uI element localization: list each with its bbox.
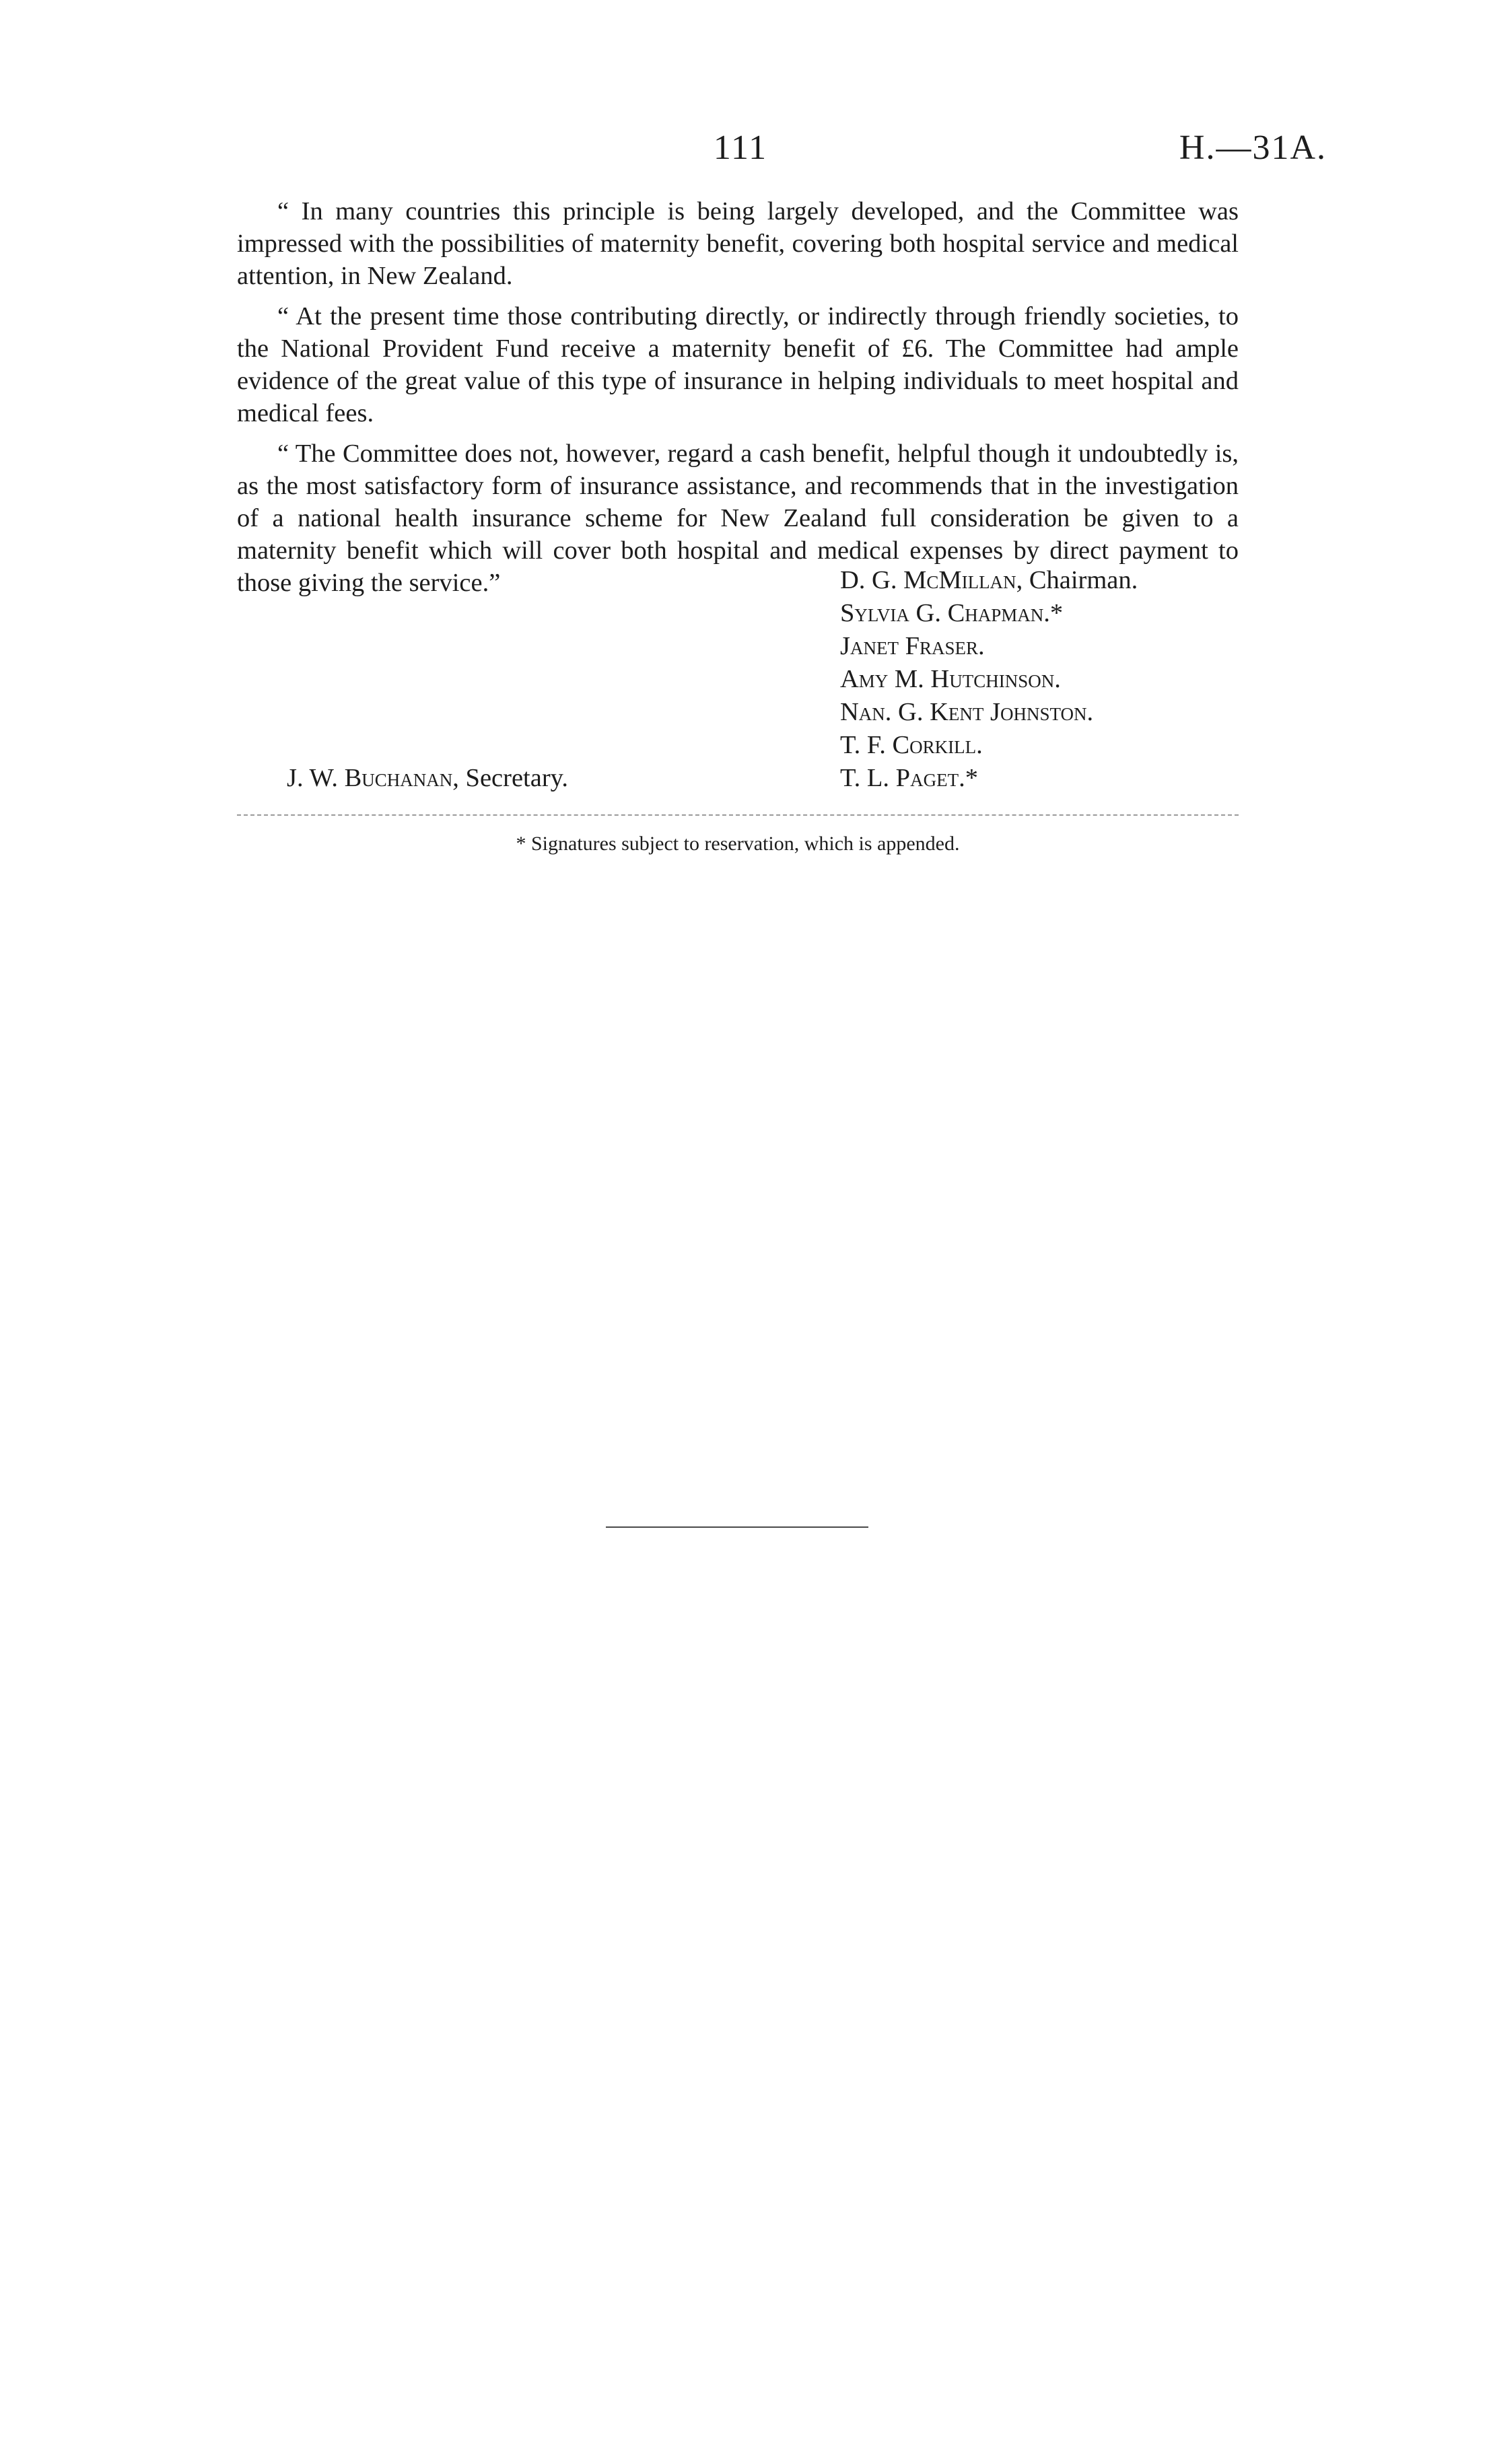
secretary-name: J. W. Buchanan (287, 764, 453, 792)
secretary-role: , Secretary. (452, 764, 569, 792)
secretary-signature (287, 762, 568, 795)
page-number: 111 (713, 129, 768, 167)
signatory (840, 597, 1138, 630)
signatory-name: T. F. Corkill (840, 731, 977, 759)
signatories-list (840, 564, 1138, 795)
signatory-name: Janet Fraser (840, 632, 979, 660)
signatory-name: T. L. Paget (840, 764, 959, 792)
paragraph-provident-fund: “ At the present time those contributing directly, or indirectly through friendly societies, to the National Provident Fund receive a maternity benefit of £6. The Committee had ample evidence of the great value of this type of insurance in helping individuals to meet hospital and medical fees. (237, 302, 1239, 427)
paragraph-maternity-benefit: “ In many countries this principle is being largely developed, and the Committee was impressed with the possibilities of maternity benefit, covering both hospital service and medical attention, in New Zealand. (237, 197, 1239, 290)
signatory-name: Nan. G. Kent Johnston (840, 698, 1087, 726)
signatory-chairman (840, 564, 1138, 597)
signatory (840, 762, 1138, 795)
paragraph-recommendation: “ The Committee does not, however, regard a cash benefit, helpful though it undoubtedly is, as the most satisfactory form of insurance assistance, and recommends that in the investigation of a national health insurance scheme for New Zealand full consideration be given to a maternity benefit which will cover both hospital and medical expenses by direct payment to those giving the service.” (237, 439, 1239, 597)
signatory (840, 696, 1138, 729)
signatory-name: Amy M. Hutchinson (840, 665, 1055, 693)
signatory-suffix: . (978, 632, 985, 660)
footnote-divider (237, 814, 1239, 816)
signatory-suffix: . (1086, 698, 1094, 726)
signatory-suffix: . (976, 731, 983, 759)
paper-reference: H.—31A. (1179, 129, 1327, 167)
signatory-name: Sylvia G. Chapman (840, 599, 1044, 627)
signatory-suffix: , Chairman. (1016, 566, 1138, 594)
signatory-name: D. G. McMillan (840, 566, 1016, 594)
signatory (840, 663, 1138, 696)
signatory-suffix: . (1054, 665, 1061, 693)
signatory (840, 630, 1138, 663)
signatory-suffix: .* (1043, 599, 1064, 627)
report-body (237, 195, 1239, 607)
signatory (840, 729, 1138, 762)
footnote: * Signatures subject to reservation, which is appended. (516, 833, 960, 855)
section-end-rule (606, 1526, 868, 1528)
signatory-suffix: .* (959, 764, 978, 792)
